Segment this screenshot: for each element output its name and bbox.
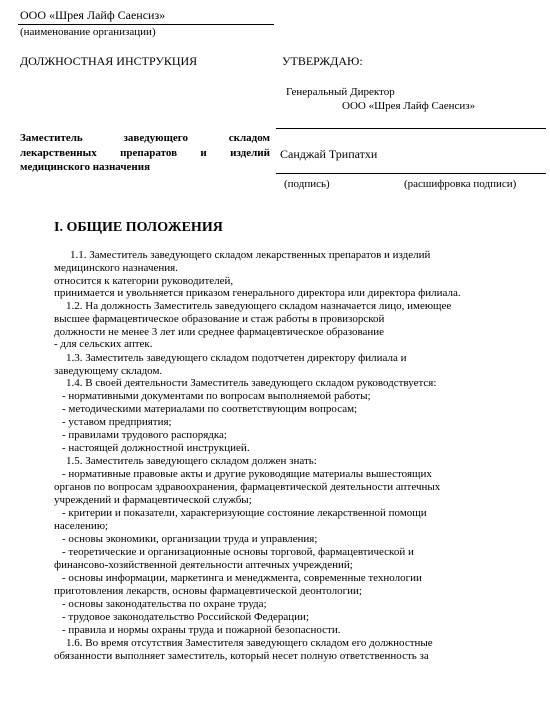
body-line: - нормативные правовые акты и другие руководящие материалы вышестоящих	[62, 468, 432, 480]
position-title-line-2	[20, 147, 270, 159]
body-line: 1.1. Заместитель заведующего складом лекарственных препаратов и изделий	[70, 249, 431, 261]
body-line: 1.4. В своей деятельности Заместитель заведующего складом руководствуется:	[66, 377, 437, 389]
body-line: - правилами трудового распорядка;	[62, 429, 227, 441]
body-line: учреждений и фармацевтической службы;	[54, 494, 252, 506]
section-title: I. ОБЩИЕ ПОЛОЖЕНИЯ	[54, 220, 223, 235]
body-line: медицинского назначения.	[54, 262, 178, 274]
body-line: - трудовое законодательство Российской Федерации;	[62, 611, 309, 623]
body-line: обязанности выполняет заместитель, который несет полную ответственность за	[54, 650, 429, 662]
signature-caption: (подпись)	[284, 178, 330, 190]
position-word: Заместитель	[20, 132, 83, 144]
position-title-line-1	[20, 132, 270, 144]
signature-line	[276, 173, 546, 174]
organization-caption: (наименование организации)	[20, 26, 156, 38]
body-line: - методическими материалами по соответствующим вопросам;	[62, 403, 358, 415]
body-line: относится к категории руководителей,	[54, 275, 234, 287]
body-line: населению;	[54, 520, 109, 532]
body-line: - уставом предприятия;	[62, 416, 172, 428]
body-line: 1.5. Заместитель заведующего складом должен знать:	[66, 455, 317, 467]
position-title-line-3: медицинского назначения	[20, 161, 151, 173]
body-line: 1.2. На должность Заместитель заведующего складом назначается лицо, имеющее	[66, 300, 452, 312]
body-line: - основы законодательства по охране труда;	[62, 598, 267, 610]
body-line: - основы информации, маркетинга и менеджмента, современные технологии	[62, 572, 422, 584]
position-word: препаратов	[120, 147, 178, 159]
body-line: - правила и нормы охраны труда и пожарной безопасности.	[62, 624, 341, 636]
position-word: лекарственных	[20, 147, 97, 159]
body-line: заведующему складом.	[54, 365, 163, 377]
document-type: ДОЛЖНОСТНАЯ ИНСТРУКЦИЯ	[20, 54, 198, 68]
body-line: - для сельских аптек.	[54, 338, 153, 350]
body-line: - настоящей должностной инструкцией.	[62, 442, 250, 454]
body-line: - критерии и показатели, характеризующие состояние лекарственной помощи	[62, 507, 427, 519]
approve-label: УТВЕРЖДАЮ:	[282, 54, 363, 68]
director-organization: ООО «Шрея Лайф Саенсиз»	[342, 100, 476, 112]
body-line: финансово-хозяйственной деятельности аптечных учреждений;	[54, 559, 353, 571]
body-line: приготовления лекарств, основы фармацевтической деонтологии;	[54, 585, 362, 597]
signer-name: Санджай Трипатхи	[280, 147, 378, 161]
body-line: 1.6. Во время отсутствия Заместителя заведующего складом его должностные	[66, 637, 433, 649]
body-line: 1.3. Заместитель заведующего складом подотчетен директору филиала и	[66, 352, 407, 364]
decode-caption: (расшифровка подписи)	[404, 178, 517, 190]
position-word: и	[200, 147, 207, 159]
body-line: - теоретические и организационные основы торговой, фармацевтической и	[62, 546, 414, 558]
director-title: Генеральный Директор	[286, 86, 395, 98]
position-word: изделий	[230, 147, 270, 159]
body-line: органов по вопросам здравоохранения, фармацевтической деятельности аптечных	[54, 481, 441, 493]
body-line: - нормативными документами по вопросам выполняемой работы;	[62, 390, 371, 402]
position-word: складом	[228, 132, 270, 144]
body-line: должности не менее 3 лет или среднее фармацевтическое образование	[54, 326, 385, 338]
body-line: - основы экономики, организации труда и управления;	[62, 533, 318, 545]
organization-name: ООО «Шрея Лайф Саенсиз»	[20, 8, 166, 22]
approval-divider	[276, 128, 546, 129]
position-word: заведующего	[123, 132, 188, 144]
body-line: принимается и увольняется приказом генерального директора или директора филиала.	[54, 287, 461, 299]
organization-underline	[18, 24, 274, 25]
body-line: высшее фармацевтическое образование и стаж работы в провизорской	[54, 313, 385, 325]
